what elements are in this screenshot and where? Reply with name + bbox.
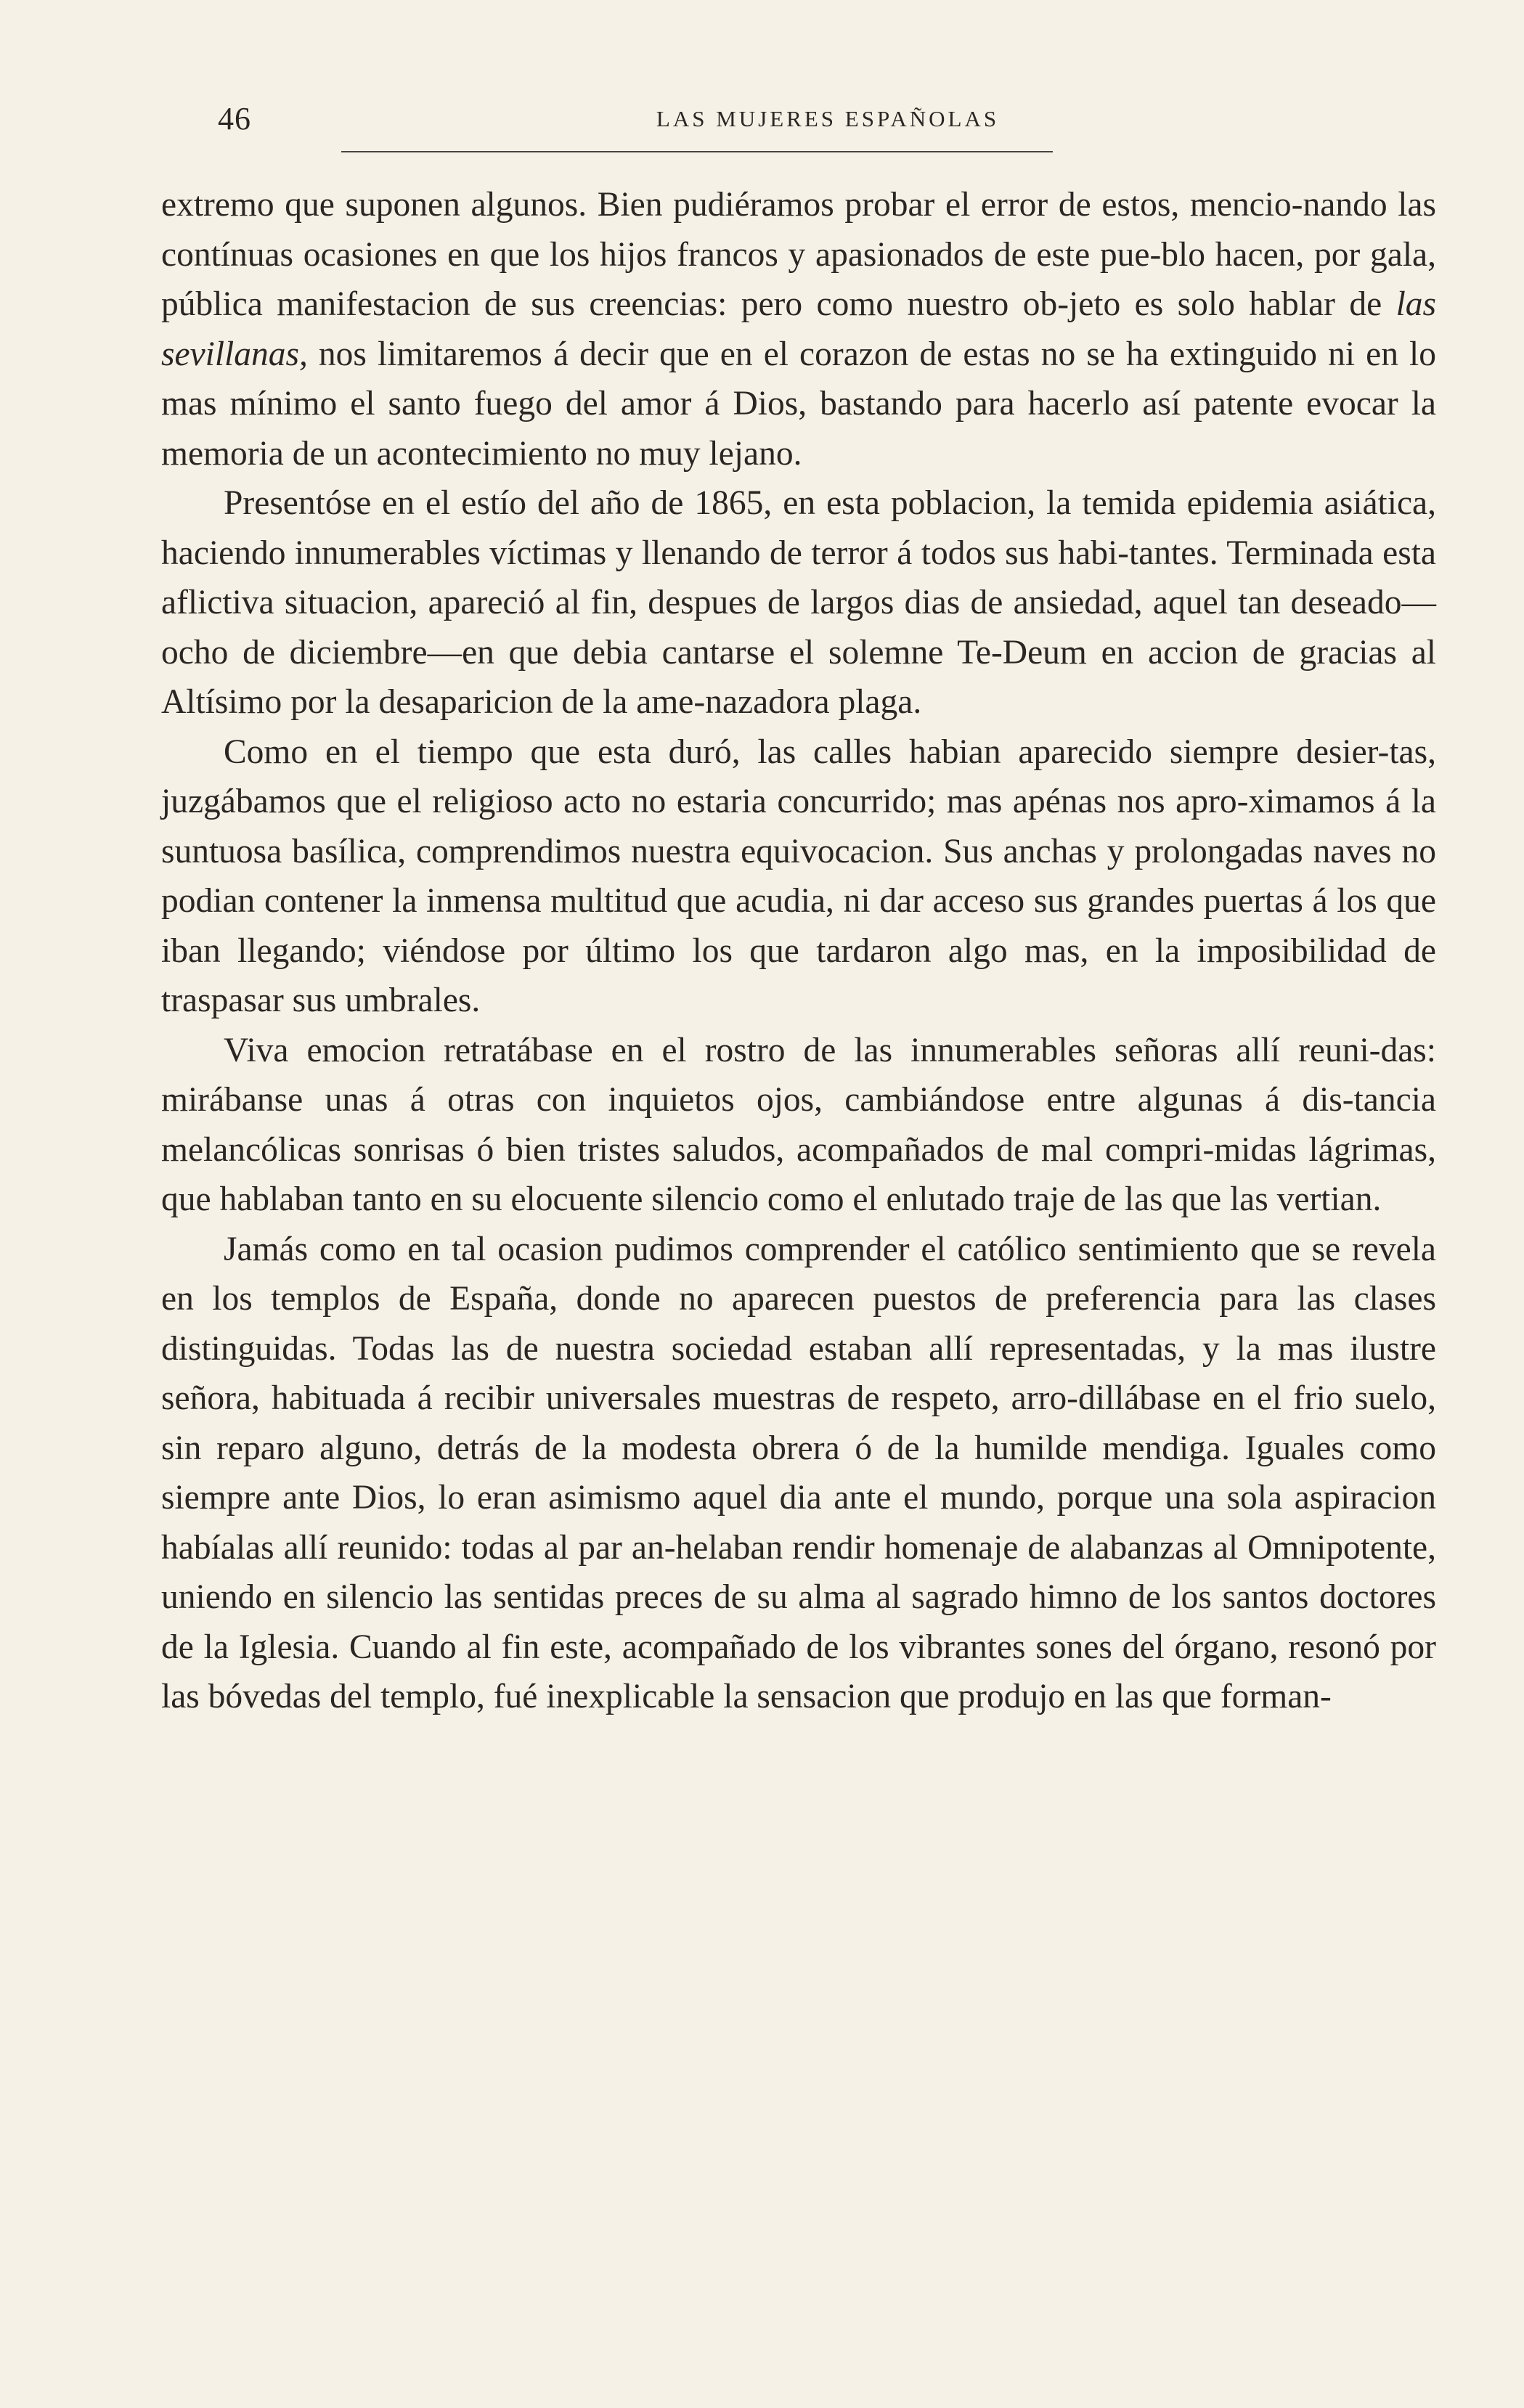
paragraph-1-text-after: nos limitaremos á decir que en el corazon de estas no se ha extinguido ni en lo mas mínimo el santo fuego del amor á Dios, bastando para hacerlo así patente evocar la memoria de un acontecimiento no muy lejano.: [161, 335, 1436, 473]
paragraph-4: Viva emocion retratábase en el rostro de las innumerables señoras allí reuni-das: mirábanse unas á otras con inquietos ojos, cambiándose entre algunas á dis-tancia melancólicas sonrisas ó bien tristes saludos, acompañados de mal compri-midas lágrimas, que hablaban tanto en su elocuente silencio como el enlutado traje de las que las vertian.: [161, 1031, 1436, 1218]
paragraph-1: [161, 180, 1436, 478]
paragraph-1-italic: las sevillanas,: [161, 285, 1436, 373]
header-rule: [341, 151, 1053, 152]
body-text: [161, 180, 1436, 1722]
running-title: LAS MUJERES ESPAÑOLAS: [656, 106, 1000, 131]
paragraph-1-text-before: extremo que suponen algunos. Bien pudiéramos probar el error de estos, mencio-nando las contínuas ocasiones en que los hijos francos y apasionados de este pue-blo hacen, por gala, pública manifestacion de sus creencias: pero como nuestro ob-jeto es solo hablar de: [161, 186, 1436, 323]
page-number: 46: [218, 101, 251, 136]
paragraph-2: Presentóse en el estío del año de 1865, en esta poblacion, la temida epidemia asiática, haciendo innumerables víctimas y llenando de terror á todos sus habi-tantes. Terminada esta aflictiva situacion, apareció al fin, despues de largos dias de ansiedad, aquel tan deseado—ocho de diciembre—en que debia cantarse el solemne Te-Deum en accion de gracias al Altísimo por la desaparicion de la ame-nazadora plaga.: [161, 484, 1436, 721]
paragraph-5: Jamás como en tal ocasion pudimos comprender el católico sentimiento que se revela en los templos de España, donde no aparecen puestos de preferencia para las clases distinguidas. Todas las de nuestra sociedad estaban allí representadas, y la mas ilustre señora, habituada á recibir universales muestras de respeto, arro-dillábase en el frio suelo, sin reparo alguno, detrás de la modesta obrera ó de la humilde mendiga. Iguales como siempre ante Dios, lo eran asimismo aquel dia ante el mundo, porque una sola aspiracion habíalas allí reunido: todas al par an-helaban rendir homenaje de alabanzas al Omnipotente, uniendo en silencio las sentidas preces de su alma al sagrado himno de los santos doctores de la Iglesia. Cuando al fin este, acompañado de los vibrantes sones del órgano, resonó por las bóvedas del templo, fué inexplicable la sensacion que produjo en las que forman-: [161, 1230, 1436, 1715]
paragraph-3: Como en el tiempo que esta duró, las calles habian aparecido siempre desier-tas, juzgábamos que el religioso acto no estaria concurrido; mas apénas nos apro-ximamos á la suntuosa basílica, comprendimos nuestra equivocacion. Sus anchas y prolongadas naves no podian contener la inmensa multitud que acudia, ni dar acceso sus grandes puertas á los que iban llegando; viéndose por último los que tardaron algo mas, en la imposibilidad de traspasar sus umbrales.: [161, 732, 1436, 1019]
page-header: [218, 100, 1438, 144]
